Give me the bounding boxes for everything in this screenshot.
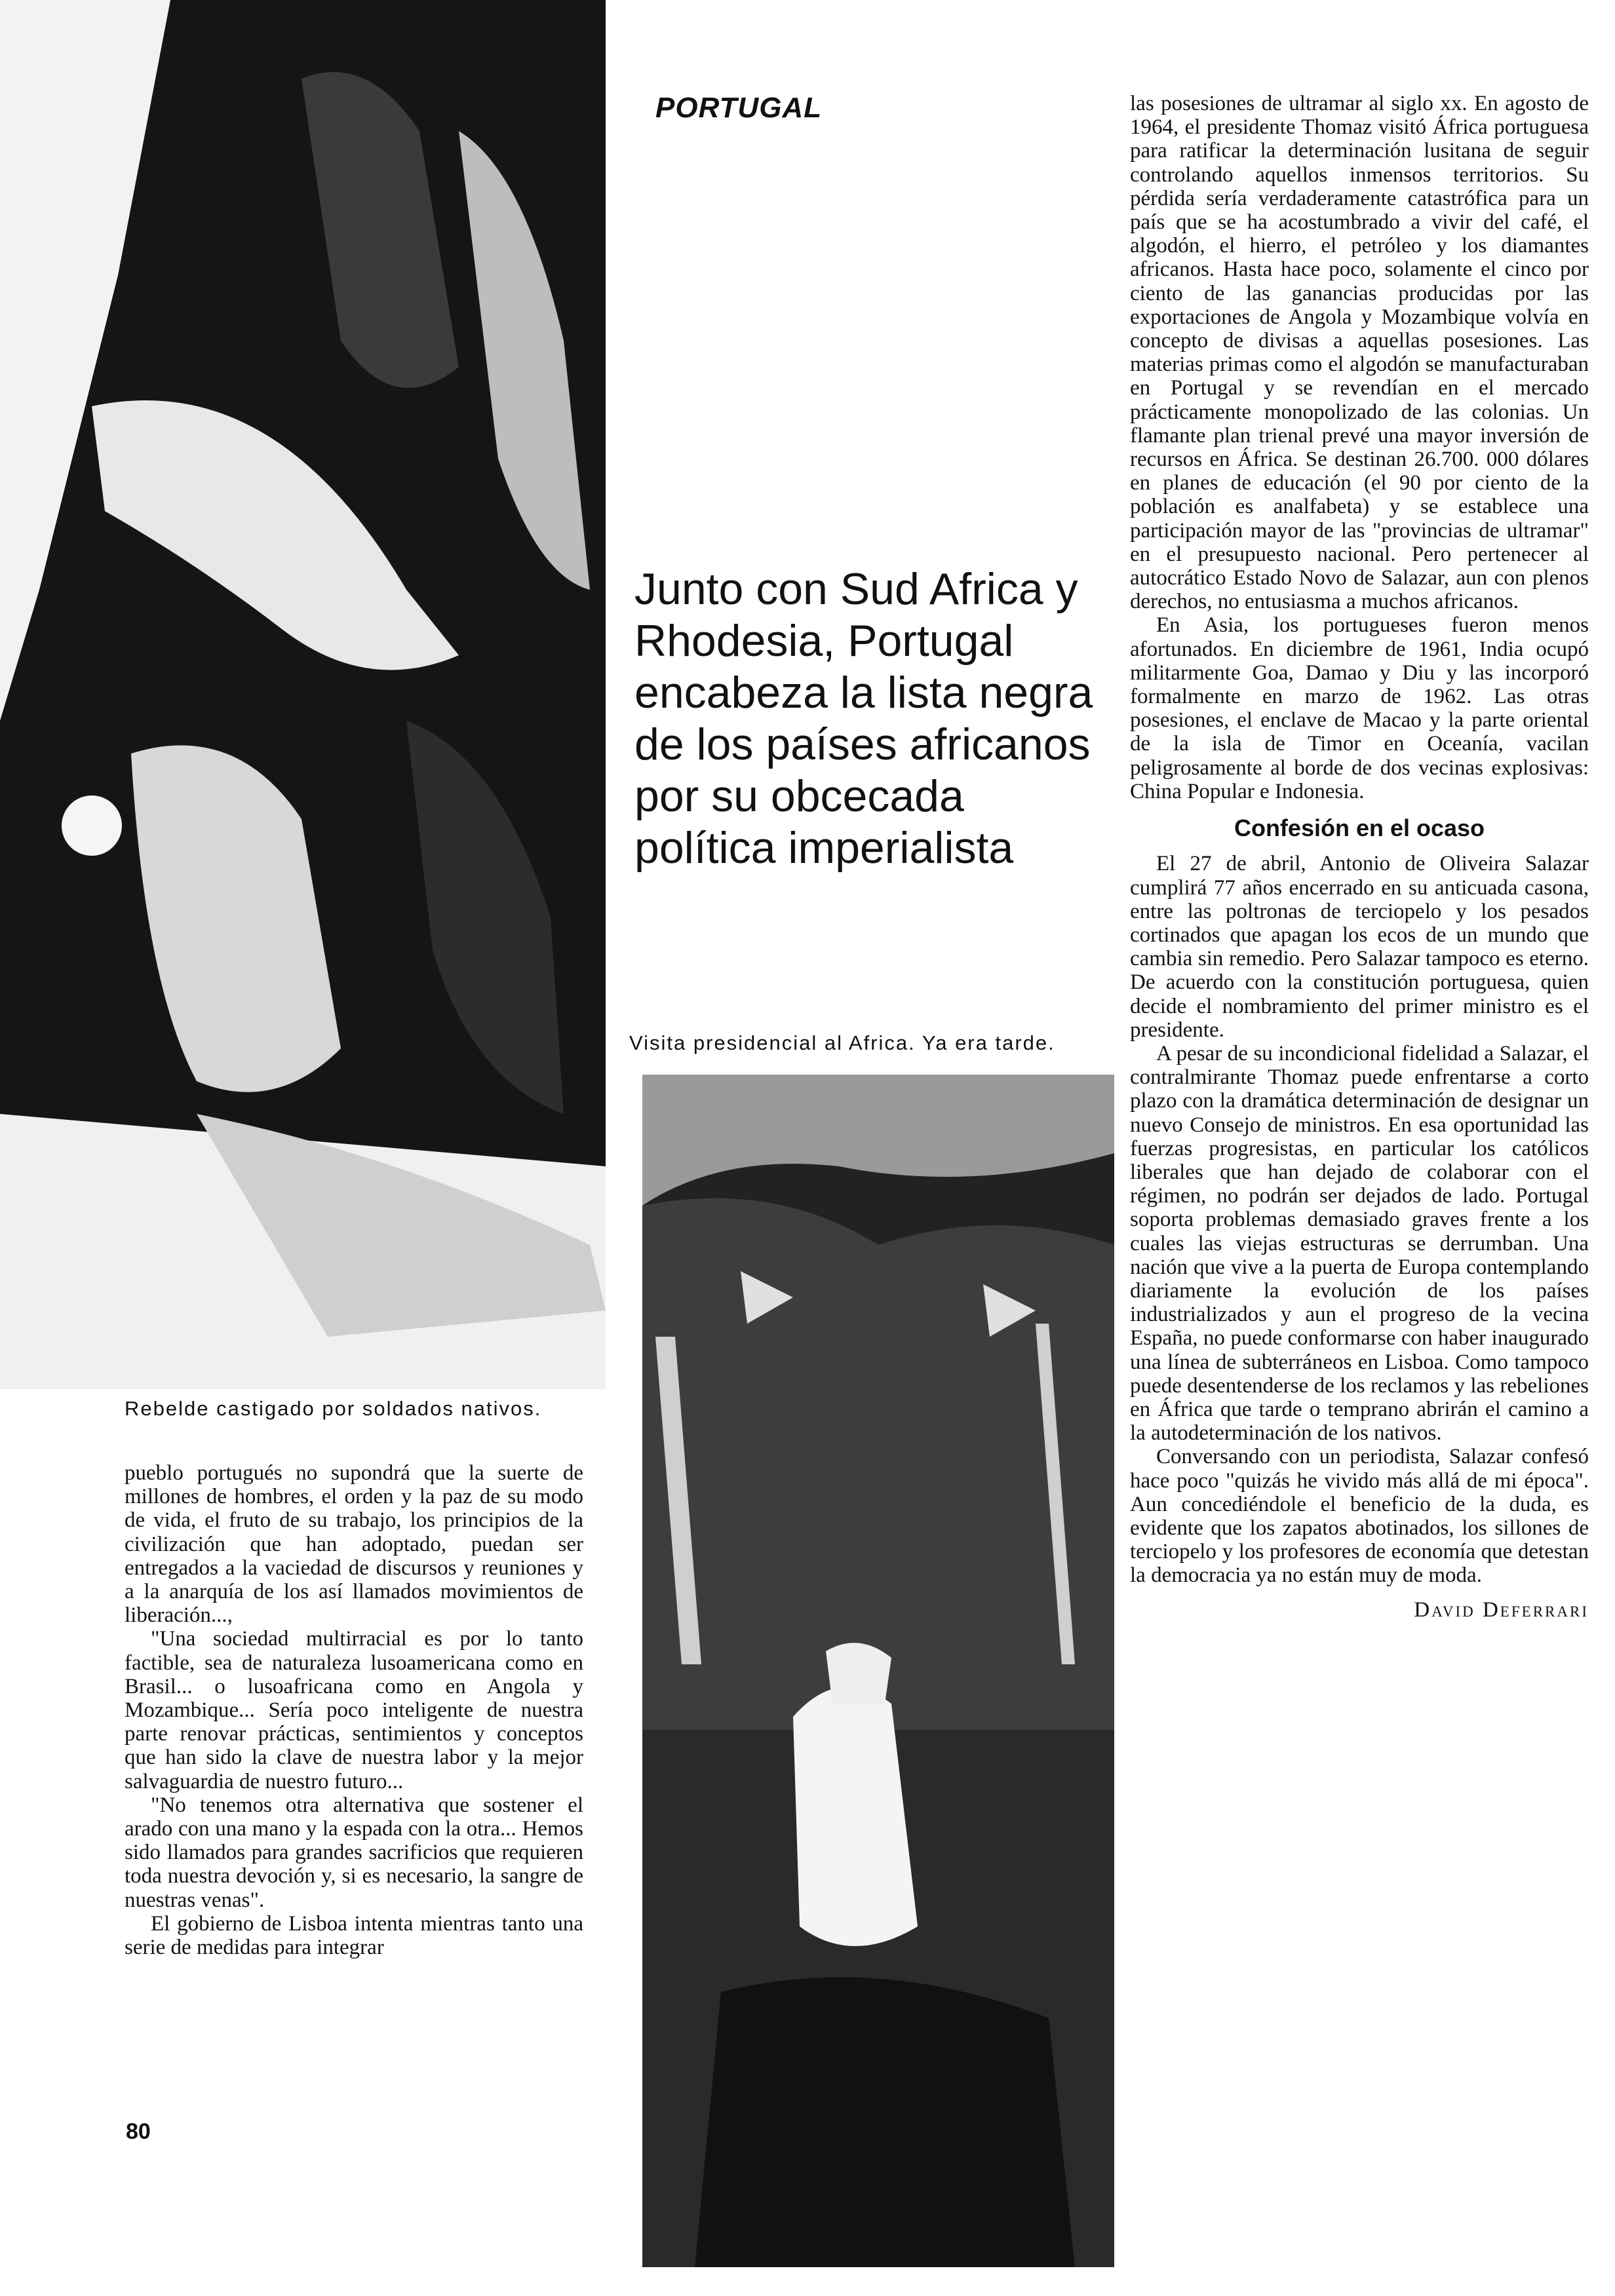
section-label: PORTUGAL — [655, 92, 823, 124]
paragraph: pueblo portugués no supondrá que la suerte de millones de hombres, el orden y la paz de su modo de vida, el fruto de su trabajo, los principios de la civilización que han adoptado, puedan ser entregados a la vaciedad de discursos y reuniones y a la anarquía de los así llamados movimientos de liberación..., — [125, 1461, 583, 1628]
right-text-column — [1130, 92, 1589, 1622]
page-number: 80 — [126, 2119, 151, 2144]
photo-rebel-graphic — [0, 0, 606, 1389]
paragraph: El 27 de abril, Antonio de Oliveira Salazar cumplirá 77 años encerrado en su anticuada casona, entre las poltronas de terciopelo y los pesados cortinados que apagan los ecos de un mundo que cambia sin remedio. Pero Salazar tampoco es eterno. De acuerdo con la constitución portuguesa, quien decide el nombramiento del primer ministro es el presidente. — [1130, 852, 1589, 1042]
paragraph: En Asia, los portugueses fueron menos afortunados. En diciembre de 1961, India ocupó militarmente Goa, Damao y Diu y las incorporó formalmente en marzo de 1962. Las otras posesiones, el enclave de Macao y la parte oriental de la isla de Timor en Oceanía, vacilan peligrosamente al borde de dos vecinas explosivas: China Popular e Indonesia. — [1130, 613, 1589, 803]
headline: Junto con Sud Africa y Rhodesia, Portugal encabeza la lista negra de los países africanos por su obcecada política imperialista — [634, 564, 1093, 873]
left-text-column — [125, 1461, 583, 1959]
paragraph: A pesar de su incondicional fidelidad a Salazar, el contralmirante Thomaz puede enfrentarse a corto plazo con la dramática determinación de designar un nuevo Consejo de ministros. En esa oportunidad las fuerzas progresistas, en particular los católicos liberales que han dejado de colaborar con el régimen, no podrán ser dejados de lado. Portugal soporta problemas demasiado graves frente a los cuales las viejas estructuras se derrumban. Una nación que vive a la puerta de Europa contemplando diariamente la evolución de los países industrializados y aun el progreso de la vecina España, no puede conformarse con haber inaugurado una línea de subterráneos en Lisboa. Como tampoco puede desentenderse de los reclamos y las rebeliones en África que tarde o temprano abrirán el camino a la autodeterminación de los nativos. — [1130, 1041, 1589, 1445]
photo-crowd-graphic — [642, 1075, 1114, 2267]
author-signature: David Deferrari — [1414, 1598, 1589, 1622]
paragraph: Conversando con un periodista, Salazar confesó hace poco "quizás he vivido más allá de mi época". Aun concediéndole el beneficio de la duda, es evidente que los zapatos abotinados, los sillones de terciopelo y los profesores de economía que detestan la democracia ya no están muy de moda. — [1130, 1445, 1589, 1588]
subheading: Confesión en el ocaso — [1234, 814, 1485, 842]
photo-rebel-punished — [0, 0, 606, 1389]
paragraph: las posesiones de ultramar al siglo xx. En agosto de 1964, el presidente Thomaz visitó África portuguesa para ratificar la determinación lusitana de seguir controlando aquellos inmensos territorios. Su pérdida sería verdaderamente catastrófica para un país que se ha acostumbrado a vivir del café, el algodón, el hierro, el petróleo y los diamantes africanos. Hasta hace poco, solamente el cinco por ciento de las ganancias producidas por las exportaciones de Angola y Mozambique volvía en concepto de divisas a aquellas posesiones. Las materias primas como el algodón se manufacturaban en Portugal y se revendían en el mercado prácticamente monopolizado de las colonias. Un flamante plan trienal prevé una mayor inversión de recursos en África. Se destinan 26.700. 000 dólares en planes de educación (el 90 por ciento de la población es analfabeta) y se establece una participación mayor de las "provincias de ultramar" en el presupuesto nacional. Pero pertenecer al autocrático Estado Novo de Salazar, aun con plenos derechos, no entusiasma a muchos africanos. — [1130, 92, 1589, 614]
caption-left: Rebelde castigado por soldados nativos. — [125, 1397, 542, 1420]
caption-right: Visita presidencial al Africa. Ya era tarde. — [629, 1031, 1055, 1054]
paragraph: "No tenemos otra alternativa que sostener el arado con una mano y la espada con la otra... Hemos sido llamados para grandes sacrificios que requieren toda nuestra devoción y, si es necesario, la sangre de nuestras venas". — [125, 1793, 583, 1912]
paragraph: El gobierno de Lisboa intenta mientras tanto una serie de medidas para integrar — [125, 1911, 583, 1960]
paragraph: "Una sociedad multirracial es por lo tanto factible, sea de naturaleza lusoamericana como en Brasil... o lusoafricana como en Angola y Mozambique... Sería poco inteligente de nuestra parte renovar prácticas, sentimientos y conceptos que han sido la clave de nuestra labor y la mejor salvaguardia de nuestro futuro... — [125, 1627, 583, 1793]
photo-presidential-visit — [642, 1075, 1114, 2267]
